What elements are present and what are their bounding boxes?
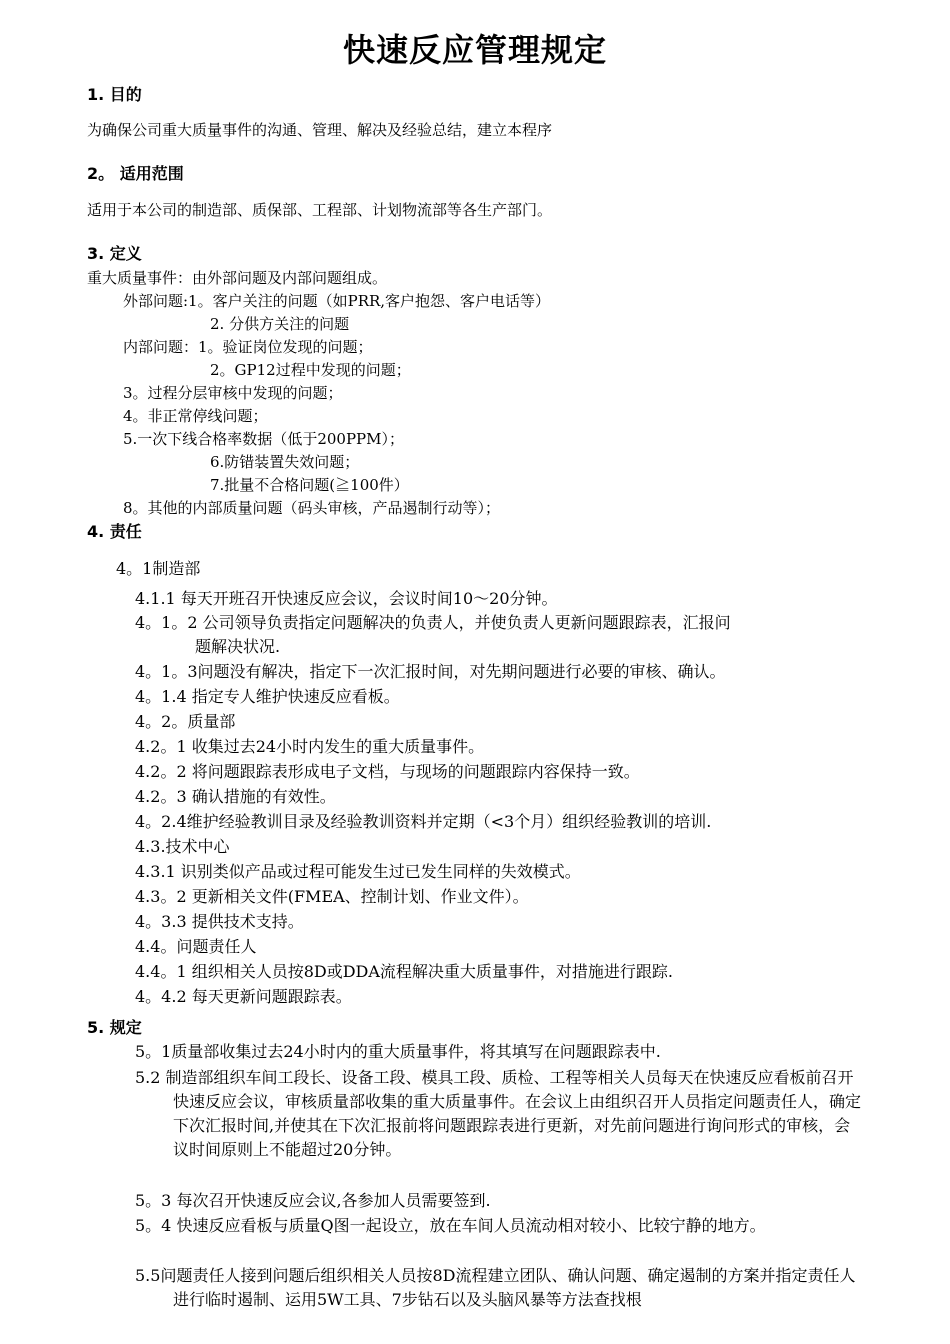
responsibility-line: 4。3.3 提供技术支持。 <box>135 912 304 931</box>
responsibility-line: 4。2。质量部 <box>135 712 236 731</box>
responsibility-line: 4.3。2 更新相关文件(FMEA、控制计划、作业文件）。 <box>135 887 529 906</box>
definition-line: 4。非正常停线问题； <box>123 407 268 425</box>
responsibility-line: 4。1制造部 <box>116 559 201 578</box>
responsibility-line: 4.2。1 收集过去24小时内发生的重大质量事件。 <box>135 737 485 756</box>
section-heading-responsibility: 4. 责任 <box>87 522 142 541</box>
section-heading-purpose: 1. 目的 <box>87 85 142 104</box>
responsibility-line: 4。2.4维护经验教训目录及经验教训资料并定期（<3个月）组织经验教训的培训. <box>135 812 712 831</box>
responsibility-line: 4。1。3问题没有解决，指定下一次汇报时间，对先期问题进行必要的审核、确认。 <box>135 662 726 681</box>
section-heading-scope: 2。 适用范围 <box>87 164 184 183</box>
definition-line: 5.一次下线合格率数据（低于200PPM）； <box>123 430 404 448</box>
definition-line: 8。其他的内部质量问题（码头审核，产品遏制行动等）； <box>123 499 501 517</box>
scope-text: 适用于本公司的制造部、质保部、工程部、计划物流部等各生产部门。 <box>87 201 553 219</box>
responsibility-line: 4。1.4 指定专人维护快速反应看板。 <box>135 687 400 706</box>
regulation-item: 5.2 制造部组织车间工段长、设备工段、模具工段、质检、工程等相关人员每天在快速反应看板前召开快速反应会议，审核质量部收集的重大质量事件。在会议上由组织召开人员指定问题责任人，确定下次汇报时间,并使其在下次汇报前将问题跟踪表进行更新，对先前问题进行询问形式的审核，会议时间原则上不能超过20分钟。 <box>135 1068 862 1159</box>
definition-line: 重大质量事件：由外部问题及内部问题组成。 <box>87 269 388 287</box>
regulation-item: 5。4 快速反应看板与质量Q图一起设立，放在车间人员流动相对较小、比较宁静的地方。 <box>135 1216 766 1235</box>
regulation-item: 5。1质量部收集过去24小时内的重大质量事件，将其填写在问题跟踪表中. <box>135 1042 661 1061</box>
responsibility-line: 4.3.技术中心 <box>135 837 230 856</box>
definition-line: 7.批量不合格问题(≧100件） <box>210 476 409 494</box>
definition-line: 2。GP12过程中发现的问题； <box>210 361 411 379</box>
regulation-item: 5.5问题责任人接到问题后组织相关人员按8D流程建立团队、确认问题、确定遏制的方案并指定责任人进行临时遏制、运用5W工具、7步钻石以及头脑风暴等方法查找根 <box>135 1266 856 1309</box>
responsibility-line: 4。1。2 公司领导负责指定问题解决的负责人，并使负责人更新问题跟踪表，汇报问 <box>135 613 731 632</box>
definition-line: 内部问题：1。验证岗位发现的问题； <box>123 338 373 356</box>
responsibility-line: 4.4。问题责任人 <box>135 937 257 956</box>
definition-line: 6.防错装置失效问题； <box>210 453 360 471</box>
responsibility-line: 4.1.1 每天开班召开快速反应会议，会议时间10～20分钟。 <box>135 589 558 608</box>
definition-line: 外部问题:1。客户关注的问题（如PRR,客户抱怨、客户电话等） <box>123 292 551 310</box>
definition-line: 2. 分供方关注的问题 <box>210 315 350 333</box>
responsibility-line: 4.4。1 组织相关人员按8D或DDA流程解决重大质量事件，对措施进行跟踪. <box>135 962 674 981</box>
responsibility-line: 4.3.1 识别类似产品或过程可能发生过已发生同样的失效模式。 <box>135 862 581 881</box>
document-title: 快速反应管理规定 <box>342 31 607 69</box>
responsibility-line: 4.2。2 将问题跟踪表形成电子文档，与现场的问题跟踪内容保持一致。 <box>135 762 640 781</box>
purpose-text: 为确保公司重大质量事件的沟通、管理、解决及经验总结，建立本程序 <box>87 121 553 139</box>
responsibility-line: 4。4.2 每天更新问题跟踪表。 <box>135 987 352 1006</box>
definition-line: 3。过程分层审核中发现的问题； <box>123 384 343 402</box>
regulation-item: 5。3 每次召开快速反应会议,各参加人员需要签到. <box>135 1191 491 1210</box>
section-heading-definition: 3. 定义 <box>87 244 142 263</box>
responsibility-line: 4.2。3 确认措施的有效性。 <box>135 787 336 806</box>
section-heading-regulations: 5. 规定 <box>87 1018 142 1037</box>
responsibility-line: 题解决状况. <box>195 637 281 656</box>
